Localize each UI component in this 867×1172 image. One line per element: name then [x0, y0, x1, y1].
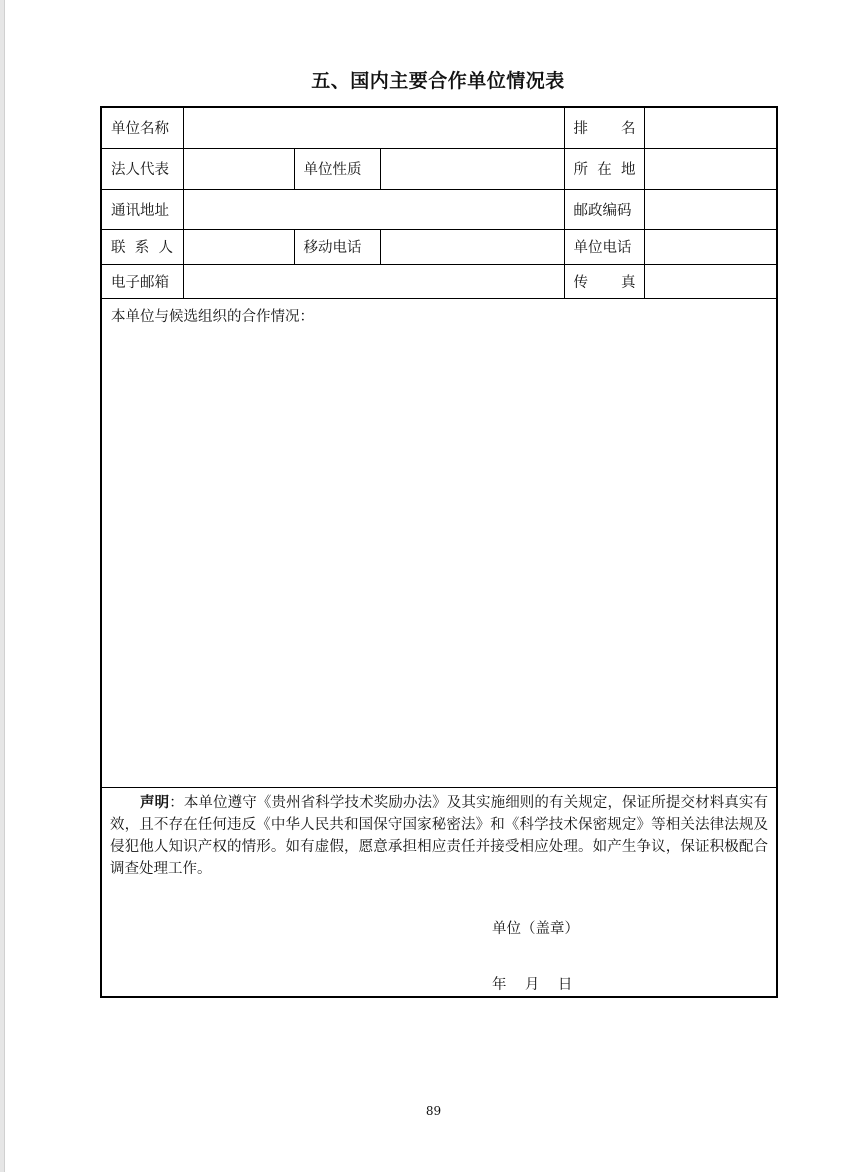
fax-field[interactable] — [644, 264, 777, 298]
unit-nature-field[interactable] — [380, 148, 564, 189]
postcode-label: 邮政编码 — [564, 189, 644, 229]
cooperation-unit-form — [100, 106, 778, 998]
address-label: 通讯地址 — [101, 189, 183, 229]
unit-nature-label: 单位性质 — [294, 148, 380, 189]
declaration-section — [101, 787, 777, 997]
location-label: 所 在 地 — [564, 148, 644, 189]
address-field[interactable] — [183, 189, 564, 229]
rank-label: 排 名 — [564, 107, 644, 148]
page-number: 89 — [425, 1104, 442, 1118]
postcode-field[interactable] — [644, 189, 777, 229]
date-line: 年 月 日 — [492, 976, 573, 993]
legal-rep-label: 法人代表 — [101, 148, 183, 189]
unit-phone-field[interactable] — [644, 229, 777, 264]
unit-phone-label: 单位电话 — [564, 229, 644, 264]
cooperation-label: 本单位与候选组织的合作情况： — [111, 308, 314, 325]
contact-label: 联 系 人 — [101, 229, 183, 264]
declaration-text: 声明：本单位遵守《贵州省科学技术奖励办法》及其实施细则的有关规定，保证所提交材料真实有效，且不存在任何违反《中华人民共和国保守国家秘密法》和《科学技术保密规定》等相关法律法规及侵犯他人知识产权的情形。如有虚假，愿意承担相应责任并接受相应处理。如产生争议，保证积极配合调查处理工作。 — [110, 793, 769, 877]
declaration-label: 声明 — [140, 793, 170, 811]
email-label: 电子邮箱 — [101, 264, 183, 298]
rank-field[interactable] — [644, 107, 777, 148]
unit-name-label: 单位名称 — [101, 107, 183, 148]
fax-label: 传 真 — [564, 264, 644, 298]
contact-field[interactable] — [183, 229, 294, 264]
page-title: 五、国内主要合作单位情况表 — [311, 70, 565, 92]
unit-seal-label: 单位（盖章） — [492, 920, 579, 937]
mobile-field[interactable] — [380, 229, 564, 264]
email-field[interactable] — [183, 264, 564, 298]
page-gutter — [0, 0, 5, 1172]
declaration-body: 本单位遵守《贵州省科学技术奖励办法》及其实施细则的有关规定，保证所提交材料真实有效，且不存在任何违反《中华人民共和国保守国家秘密法》和《科学技术保密规定》等相关法律法规及侵犯他人知识产权的情形。如有虚假，愿意承担相应责任并接受相应处理。如产生争议，保证积极配合调查处理工作。 — [110, 794, 769, 877]
mobile-label: 移动电话 — [294, 229, 380, 264]
legal-rep-field[interactable] — [183, 148, 294, 189]
cooperation-section[interactable] — [101, 298, 777, 787]
location-field[interactable] — [644, 148, 777, 189]
unit-name-field[interactable] — [183, 107, 564, 148]
